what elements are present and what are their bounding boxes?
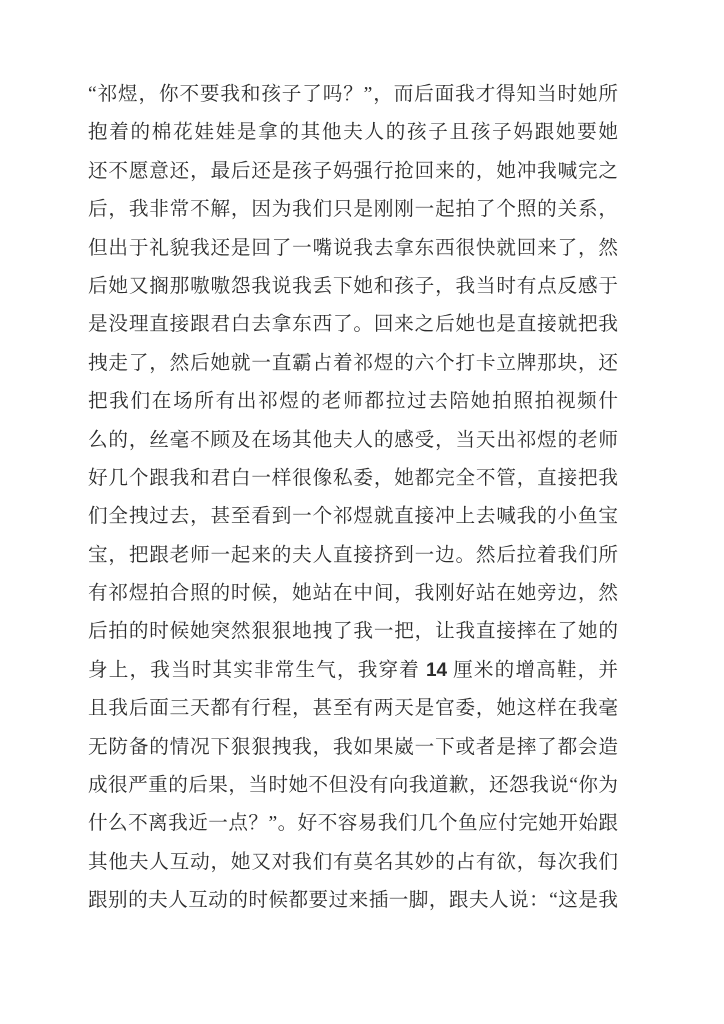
text-line-16: 身上，我当时其实非常生气，我穿着 14 厘米的增高鞋，并 xyxy=(88,659,618,681)
text-line-7: 是没理直接跟君白去拿东西了。回来之后她也是直接就把我 xyxy=(88,314,618,336)
text-line-17: 且我后面三天都有行程，甚至有两天是官委，她这样在我毫 xyxy=(88,698,618,720)
text-line-8: 拽走了，然后她就一直霸占着祁煜的六个打卡立牌那块，还 xyxy=(88,352,618,374)
text-line-1: “祁煜，你不要我和孩子了吗？”，而后面我才得知当时她所 xyxy=(88,84,618,105)
text-line-3: 还不愿意还，最后还是孩子妈强行抢回来的，她冲我喊完之 xyxy=(88,160,618,182)
text-block xyxy=(88,76,618,921)
text-line-12: 们全拽过去，甚至看到一个祁煜就直接冲上去喊我的小鱼宝 xyxy=(88,506,618,528)
text-line-20: 什么不离我近一点？”。好不容易我们几个鱼应付完她开始跟 xyxy=(88,813,618,835)
text-line-2: 抱着的棉花娃娃是拿的其他夫人的孩子且孩子妈跟她要她 xyxy=(88,122,618,144)
text-line-15: 后拍的时候她突然狠狠地拽了我一把，让我直接摔在了她的 xyxy=(88,621,618,643)
text-line-9: 把我们在场所有出祁煜的老师都拉过去陪她拍照拍视频什 xyxy=(88,391,618,413)
text-line-10: 么的，丝毫不顾及在场其他夫人的感受，当天出祁煜的老师 xyxy=(88,429,618,451)
text-line-4: 后，我非常不解，因为我们只是刚刚一起拍了个照的关系， xyxy=(88,199,618,221)
text-line-18: 无防备的情况下狠狠拽我，我如果崴一下或者是摔了都会造 xyxy=(88,736,618,758)
text-line-11: 好几个跟我和君白一样很像私委，她都完全不管，直接把我 xyxy=(88,467,618,489)
text-line-22: 跟别的夫人互动的时候都要过来插一脚，跟夫人说：“这是我 xyxy=(88,890,618,912)
text-line-13: 宝，把跟老师一起来的夫人直接挤到一边。然后拉着我们所 xyxy=(88,544,618,566)
text-line-19: 成很严重的后果，当时她不但没有向我道歉，还怨我说“你为 xyxy=(88,775,618,797)
text-line-21: 其他夫人互动，她又对我们有莫名其妙的占有欲，每次我们 xyxy=(88,851,618,873)
text-line-6: 后她又搁那嗷嗷怨我说我丢下她和孩子，我当时有点反感于 xyxy=(88,275,618,297)
text-line-14: 有祁煜拍合照的时候，她站在中间，我刚好站在她旁边，然 xyxy=(88,583,618,605)
text-line-5: 但出于礼貌我还是回了一嘴说我去拿东西很快就回来了，然 xyxy=(88,237,618,259)
